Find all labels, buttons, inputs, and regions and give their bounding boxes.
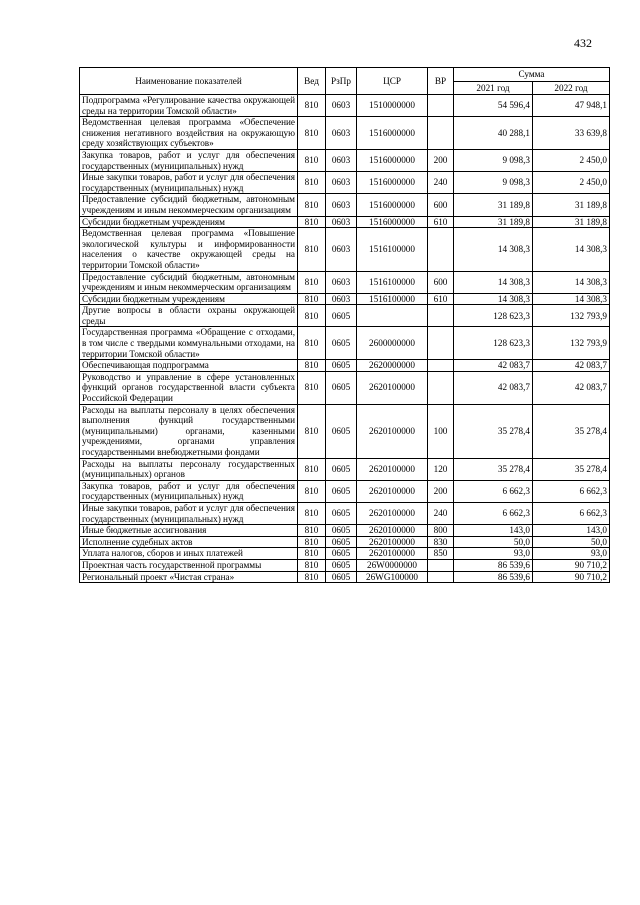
cell-name: Иные закупки товаров, работ и услуг для обеспечения государственных (муниципальных) нужд <box>80 502 298 524</box>
cell-name: Закупка товаров, работ и услуг для обеспечения государственных (муниципальных) нужд <box>80 149 298 171</box>
cell-2021: 14 308,3 <box>454 293 533 305</box>
page-number: 432 <box>574 36 592 50</box>
cell-name: Предоставление субсидий бюджетным, автономным учреждениям и иным некоммерческим организациям <box>80 271 298 293</box>
cell-ved: 810 <box>298 293 326 305</box>
cell-csr: 1516000000 <box>357 117 428 150</box>
cell-csr: 26WG100000 <box>357 571 428 583</box>
cell-2022: 2 450,0 <box>533 149 610 171</box>
header-name: Наименование показателей <box>80 68 298 95</box>
cell-name: Обеспечивающая подпрограмма <box>80 360 298 372</box>
table-row <box>80 404 610 458</box>
cell-csr: 1516100000 <box>357 293 428 305</box>
cell-name: Другие вопросы в области охраны окружающей среды <box>80 305 298 327</box>
cell-vr: 200 <box>428 480 454 502</box>
cell-csr: 26W0000000 <box>357 559 428 571</box>
cell-2022: 132 793,9 <box>533 305 610 327</box>
cell-2022: 2 450,0 <box>533 172 610 194</box>
cell-csr: 2620100000 <box>357 458 428 480</box>
cell-2021: 86 539,6 <box>454 571 533 583</box>
cell-2022: 14 308,3 <box>533 293 610 305</box>
cell-name: Исполнение судебных актов <box>80 536 298 548</box>
cell-ved: 810 <box>298 271 326 293</box>
cell-2022: 6 662,3 <box>533 502 610 524</box>
cell-rzpr: 0605 <box>326 458 357 480</box>
table-row <box>80 95 610 117</box>
header-ved: Вед <box>298 68 326 95</box>
cell-ved: 810 <box>298 228 326 271</box>
cell-rzpr: 0603 <box>326 117 357 150</box>
cell-ved: 810 <box>298 360 326 372</box>
cell-csr: 2620100000 <box>357 548 428 560</box>
cell-csr: 1510000000 <box>357 95 428 117</box>
cell-2022: 31 189,8 <box>533 216 610 228</box>
cell-name: Субсидии бюджетным учреждениям <box>80 216 298 228</box>
table-row <box>80 571 610 583</box>
cell-csr: 1516000000 <box>357 194 428 216</box>
cell-2021: 86 539,6 <box>454 559 533 571</box>
cell-2021: 42 083,7 <box>454 360 533 372</box>
cell-vr <box>428 559 454 571</box>
table-row <box>80 559 610 571</box>
cell-2021: 6 662,3 <box>454 480 533 502</box>
header-sum: Сумма <box>454 68 610 82</box>
budget-table <box>79 67 610 583</box>
cell-rzpr: 0605 <box>326 525 357 537</box>
table-row <box>80 548 610 560</box>
cell-rzpr: 0603 <box>326 216 357 228</box>
cell-ved: 810 <box>298 571 326 583</box>
cell-vr <box>428 228 454 271</box>
cell-rzpr: 0603 <box>326 149 357 171</box>
cell-ved: 810 <box>298 480 326 502</box>
cell-2022: 50,0 <box>533 536 610 548</box>
cell-csr: 2620100000 <box>357 502 428 524</box>
cell-name: Расходы на выплаты персоналу в целях обеспечения выполнения функций государственными (муниципальными) органами, казенными учреждениями, органами управления государственными внебюджетными фондами <box>80 404 298 458</box>
cell-2021: 9 098,3 <box>454 149 533 171</box>
cell-rzpr: 0603 <box>326 271 357 293</box>
cell-2021: 9 098,3 <box>454 172 533 194</box>
header-2021: 2021 год <box>454 82 533 95</box>
cell-ved: 810 <box>298 525 326 537</box>
cell-vr <box>428 571 454 583</box>
cell-name: Проектная часть государственной программы <box>80 559 298 571</box>
cell-rzpr: 0603 <box>326 293 357 305</box>
cell-vr: 240 <box>428 172 454 194</box>
table-row <box>80 117 610 150</box>
header-csr: ЦСР <box>357 68 428 95</box>
table-row <box>80 371 610 404</box>
cell-csr: 2620100000 <box>357 404 428 458</box>
header-vr: ВР <box>428 68 454 95</box>
cell-ved: 810 <box>298 458 326 480</box>
table-row <box>80 216 610 228</box>
table-row <box>80 194 610 216</box>
cell-vr <box>428 117 454 150</box>
cell-2022: 132 793,9 <box>533 327 610 360</box>
cell-ved: 810 <box>298 371 326 404</box>
cell-csr: 1516000000 <box>357 216 428 228</box>
cell-name: Иные бюджетные ассигнования <box>80 525 298 537</box>
cell-vr <box>428 95 454 117</box>
table-row <box>80 536 610 548</box>
table-row <box>80 293 610 305</box>
cell-ved: 810 <box>298 305 326 327</box>
cell-vr: 120 <box>428 458 454 480</box>
cell-vr: 800 <box>428 525 454 537</box>
cell-name: Субсидии бюджетным учреждениям <box>80 293 298 305</box>
cell-2022: 42 083,7 <box>533 371 610 404</box>
cell-2021: 54 596,4 <box>454 95 533 117</box>
cell-vr: 240 <box>428 502 454 524</box>
cell-csr: 2600000000 <box>357 327 428 360</box>
cell-csr: 2620000000 <box>357 360 428 372</box>
cell-2021: 40 288,1 <box>454 117 533 150</box>
cell-2021: 14 308,3 <box>454 228 533 271</box>
cell-2022: 90 710,2 <box>533 571 610 583</box>
cell-2021: 6 662,3 <box>454 502 533 524</box>
cell-2022: 33 639,8 <box>533 117 610 150</box>
cell-csr: 2620100000 <box>357 480 428 502</box>
cell-vr: 200 <box>428 149 454 171</box>
cell-vr: 600 <box>428 194 454 216</box>
cell-name: Государственная программа «Обращение с отходами, в том числе с твердыми коммунальными отходами, на территории Томской области» <box>80 327 298 360</box>
cell-ved: 810 <box>298 95 326 117</box>
cell-vr <box>428 360 454 372</box>
cell-name: Руководство и управление в сфере установленных функций органов государственной власти субъекта Российской Федерации <box>80 371 298 404</box>
cell-2022: 31 189,8 <box>533 194 610 216</box>
cell-2022: 35 278,4 <box>533 404 610 458</box>
cell-2021: 35 278,4 <box>454 458 533 480</box>
cell-ved: 810 <box>298 404 326 458</box>
cell-vr: 610 <box>428 293 454 305</box>
cell-2022: 14 308,3 <box>533 271 610 293</box>
cell-name: Ведомственная целевая программа «Повышение экологической культуры и информированности населения о качестве окружающей среды на территории Томской области» <box>80 228 298 271</box>
cell-2021: 128 623,3 <box>454 305 533 327</box>
cell-vr: 830 <box>428 536 454 548</box>
cell-2022: 35 278,4 <box>533 458 610 480</box>
table-row <box>80 149 610 171</box>
cell-rzpr: 0605 <box>326 404 357 458</box>
cell-vr: 850 <box>428 548 454 560</box>
cell-csr: 1516100000 <box>357 228 428 271</box>
cell-ved: 810 <box>298 327 326 360</box>
cell-rzpr: 0605 <box>326 305 357 327</box>
cell-rzpr: 0605 <box>326 360 357 372</box>
cell-rzpr: 0603 <box>326 172 357 194</box>
cell-rzpr: 0603 <box>326 95 357 117</box>
table-row <box>80 271 610 293</box>
cell-ved: 810 <box>298 149 326 171</box>
cell-csr: 1516000000 <box>357 172 428 194</box>
cell-ved: 810 <box>298 216 326 228</box>
table-row <box>80 172 610 194</box>
table-row <box>80 502 610 524</box>
cell-vr: 100 <box>428 404 454 458</box>
cell-name: Подпрограмма «Регулирование качества окружающей среды на территории Томской области» <box>80 95 298 117</box>
cell-ved: 810 <box>298 194 326 216</box>
cell-2021: 35 278,4 <box>454 404 533 458</box>
table-row <box>80 228 610 271</box>
cell-csr: 2620100000 <box>357 371 428 404</box>
cell-ved: 810 <box>298 559 326 571</box>
cell-2022: 90 710,2 <box>533 559 610 571</box>
cell-name: Уплата налогов, сборов и иных платежей <box>80 548 298 560</box>
table-row <box>80 525 610 537</box>
table-row <box>80 480 610 502</box>
cell-csr <box>357 305 428 327</box>
cell-csr: 2620100000 <box>357 525 428 537</box>
cell-rzpr: 0605 <box>326 502 357 524</box>
cell-name: Региональный проект «Чистая страна» <box>80 571 298 583</box>
cell-2022: 6 662,3 <box>533 480 610 502</box>
cell-vr <box>428 371 454 404</box>
cell-vr <box>428 305 454 327</box>
cell-vr <box>428 327 454 360</box>
cell-rzpr: 0605 <box>326 536 357 548</box>
cell-csr: 2620100000 <box>357 536 428 548</box>
cell-rzpr: 0603 <box>326 194 357 216</box>
cell-name: Расходы на выплаты персоналу государственных (муниципальных) органов <box>80 458 298 480</box>
table-row <box>80 305 610 327</box>
table-body <box>80 95 610 583</box>
cell-rzpr: 0605 <box>326 559 357 571</box>
cell-rzpr: 0605 <box>326 327 357 360</box>
cell-rzpr: 0605 <box>326 480 357 502</box>
cell-ved: 810 <box>298 502 326 524</box>
cell-rzpr: 0605 <box>326 571 357 583</box>
cell-2021: 31 189,8 <box>454 216 533 228</box>
cell-2021: 93,0 <box>454 548 533 560</box>
table-row <box>80 458 610 480</box>
cell-ved: 810 <box>298 172 326 194</box>
cell-vr: 600 <box>428 271 454 293</box>
cell-ved: 810 <box>298 117 326 150</box>
cell-2022: 143,0 <box>533 525 610 537</box>
cell-name: Предоставление субсидий бюджетным, автономным учреждениям и иным некоммерческим организациям <box>80 194 298 216</box>
cell-2022: 93,0 <box>533 548 610 560</box>
table-row <box>80 327 610 360</box>
cell-rzpr: 0605 <box>326 548 357 560</box>
cell-rzpr: 0603 <box>326 228 357 271</box>
cell-csr: 1516100000 <box>357 271 428 293</box>
cell-name: Ведомственная целевая программа «Обеспечение снижения негативного воздействия на окружающую среду хозяйствующих субъектов» <box>80 117 298 150</box>
cell-name: Иные закупки товаров, работ и услуг для обеспечения государственных (муниципальных) нужд <box>80 172 298 194</box>
cell-2022: 14 308,3 <box>533 228 610 271</box>
header-rzpr: РзПр <box>326 68 357 95</box>
cell-2021: 128 623,3 <box>454 327 533 360</box>
cell-csr: 1516000000 <box>357 149 428 171</box>
table-row <box>80 360 610 372</box>
cell-ved: 810 <box>298 548 326 560</box>
cell-2022: 42 083,7 <box>533 360 610 372</box>
cell-2021: 143,0 <box>454 525 533 537</box>
cell-vr: 610 <box>428 216 454 228</box>
header-row <box>80 68 610 82</box>
cell-2021: 50,0 <box>454 536 533 548</box>
cell-2021: 14 308,3 <box>454 271 533 293</box>
cell-2021: 42 083,7 <box>454 371 533 404</box>
cell-name: Закупка товаров, работ и услуг для обеспечения государственных (муниципальных) нужд <box>80 480 298 502</box>
cell-2022: 47 948,1 <box>533 95 610 117</box>
cell-rzpr: 0605 <box>326 371 357 404</box>
cell-ved: 810 <box>298 536 326 548</box>
header-2022: 2022 год <box>533 82 610 95</box>
cell-2021: 31 189,8 <box>454 194 533 216</box>
